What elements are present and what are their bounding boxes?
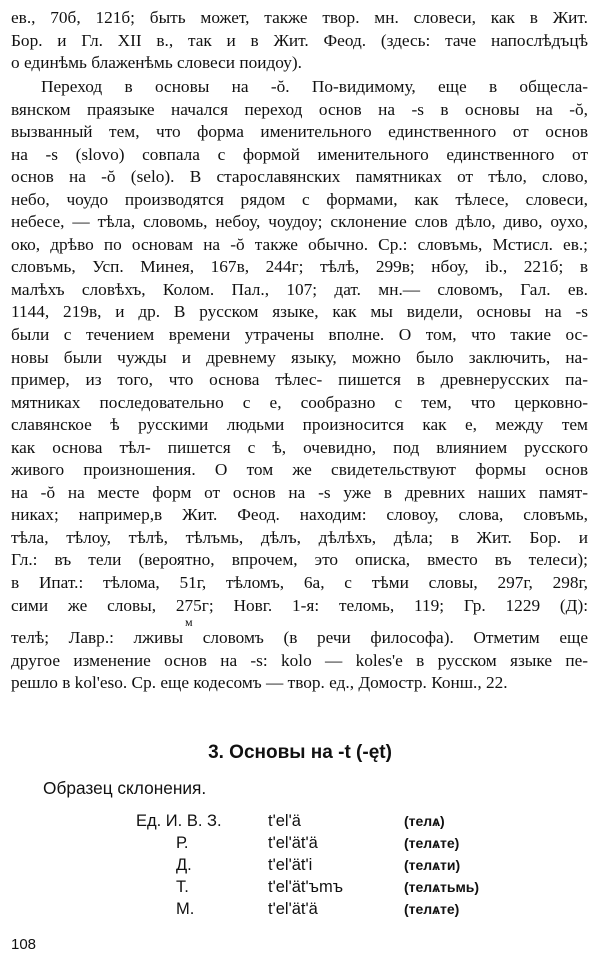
text-line: тѣла, тѣлоу, тѣлѣ, тѣлъмь, дѣлъ, дѣлѣхъ, дѣла; в Жит. Бор. и [11,527,588,547]
text-line: как основа тѣл- пишется с ѣ, очевидно, под влиянием русского [11,437,588,457]
text-line: никах; например,в Жит. Феод. находим: словоу, слова, словъмь, [11,505,588,525]
cyrillic-form: (телѧте) [404,901,460,917]
text-line: Гл.: въ тели (вероятно, впрочем, это описка, вместо въ телеси); [11,550,588,570]
text-line: сими же словы, 275г; Новг. 1-я: теломь, 119; Гр. 1229 (Д): [11,595,588,615]
cyrillic-form: (телѧтьмь) [404,879,480,895]
declension-row [0,834,600,856]
text-line: малѣхъ словѣхъ, Колом. Пал., 107; дат. мн.— словомъ, Гал. ев. [11,279,588,299]
text-line: небесе, — тѣла, словомь, небоу, чоудоу; склонение слов дѣло, диво, оухо, [11,212,588,232]
text-line: око, дрѣво по основам на -ŏ также обычно. Ср.: словъмь, Мстисл. ев.; [11,234,588,254]
case-label: Т. [176,878,189,896]
case-label: Д. [176,856,192,874]
superscript-mark: м [185,615,193,630]
cyrillic-form: (телѧте) [404,835,460,851]
text-line: в Ипат.: тѣлома, 51г, тѣломъ, 6а, с тѣми словы, 297г, 298г, [11,573,588,593]
declension-row [0,856,600,878]
text-line: основ на -ŏ (selo). В старославянских памятниках от тѣло, слово, [11,167,588,187]
declension-row [0,900,600,922]
latin-form: t'el'ä [268,812,301,830]
text-line: вызванный тем, что форма именительного единственного от основ [11,122,588,142]
text-line: решло в kol'eso. Ср. еще кодесомъ — твор. ед., Домостр. Конш., 22. [11,673,508,693]
text-line: Бор. и Гл. XII в., так и в Жит. Феод. (здесь: таче напослѣдъцѣ [11,30,588,50]
text-line: живого произношения. О том же свидетельствуют формы основ [11,460,588,480]
text-line: о единѣмь блаженѣмь словеси поидоу). [11,53,302,73]
latin-form: t'el'ät'ъmъ [268,878,344,896]
text-line: словъмь, Усп. Минея, 167в, 244г; тѣлѣ, 299в; нбоу, ib., 221б; в [11,257,588,277]
text-line: другое изменение основ на -s: kolo — koles'e в русском языке пе- [11,650,588,670]
text-line: небо, чоудо производятся рядом с формами, как тѣлесе, словеси, [11,189,588,209]
case-label: М. [176,900,195,918]
section-heading: 3. Основы на -t (-ęt) [208,742,392,763]
text-line: вянском праязыке начался переход основ на -s в основы на -ŏ, [11,99,588,119]
latin-form: t'el'ät'ä [268,834,318,852]
text-line: на -s (slovo) совпала с формой именительного единственного от [11,144,588,164]
text-line: были с течением времени утрачены вполне. О том, что такие ос- [11,325,588,345]
cyrillic-form: (телѧ) [404,813,445,829]
text-line: славянское ѣ русскими людьми произносится как е, между тем [11,415,588,435]
text-line: новы были чужды и древнему языку, можно было заключить, на- [11,347,588,367]
text-line: мятниках последовательно с е, сообразно с тем, что церковно- [11,392,588,412]
paragraph-1 [11,7,588,75]
cyrillic-form: (телѧти) [404,857,461,873]
page-number: 108 [11,936,37,953]
text-line: телѣ; Лавр.: лживы словомъ (в речи философа). Отметим еще [11,628,588,648]
text-line: ев., 70б, 121б; быть может, также твор. мн. словеси, как в Жит. [11,8,588,27]
case-label: Р. [176,834,189,852]
latin-form: t'el'ät'i [268,856,313,874]
text-line: на -ŏ на месте форм от основ на -s уже в древних наших памят- [11,482,588,502]
paragraph-2 [11,76,588,695]
sample-label: Образец склонения. [43,778,207,798]
declension-row [0,878,600,900]
text-line: Переход в основы на -ŏ. По-видимому, еще в общесла- [41,77,588,96]
declension-row [0,812,600,834]
text-line: пример, из того, что основа тѣлес- пишется в древнерусских па- [11,370,588,390]
case-label: Ед. И. В. З. [136,812,222,830]
text-line: 1144, 219в, и др. В русском языке, как мы видели, основы на -s [11,302,588,322]
latin-form: t'el'ät'ä [268,900,318,918]
